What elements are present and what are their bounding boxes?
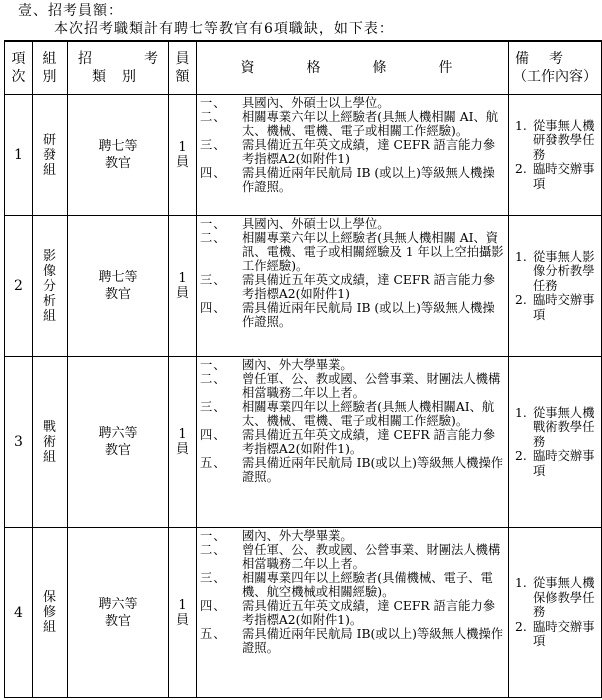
note-text: 從事無人機保修教學任務 (533, 576, 595, 620)
qualification-item (200, 400, 506, 428)
header-num: 項 次 (5, 41, 33, 95)
positions-table (4, 40, 602, 698)
qualification-item (200, 571, 506, 599)
qualification-item (200, 273, 506, 301)
qualification-text: 需具備近兩年民航局 IB (或以上)等級無人機操作證照。 (242, 301, 495, 329)
table-header-row (5, 41, 602, 95)
qualification-number: 五、 (200, 456, 227, 470)
header-quota: 員 額 (169, 41, 197, 95)
row-quota (169, 95, 197, 216)
row-recruit-line: 聘七等 (98, 139, 138, 154)
row-quota (169, 216, 197, 357)
qualification-text: 相關專業四年以上經驗者(具備機械、電子、電機、航空機械或相關經驗)。 (242, 571, 493, 599)
table-row (5, 95, 602, 216)
qualification-text: 相關專業四年以上經驗者(具無人機相關AI、航太、機械、電機、電子或相關工作經驗)。 (242, 400, 495, 428)
row-group (33, 357, 68, 528)
note-number: 2. (515, 293, 527, 308)
note-text: 臨時交辦事項 (533, 293, 595, 322)
note-number: 2. (515, 162, 527, 177)
row-group-text: 戰術組 (42, 419, 57, 465)
qualification-number: 一、 (200, 96, 227, 110)
row-recruit-category (68, 216, 169, 357)
qualification-item (200, 599, 506, 627)
row-quota-line: 1 (178, 140, 187, 155)
row-recruit-line: 聘七等 (98, 270, 138, 285)
note-number: 2. (515, 449, 527, 464)
row-notes (509, 216, 602, 357)
qualification-text: 需具備近兩年民航局 IB(或以上)等級無人機操作證照。 (242, 627, 504, 655)
qualification-text: 國內、外大學畢業。 (242, 358, 353, 372)
row-recruit-category (68, 95, 169, 216)
note-text: 從事無人影像分析教學任務 (533, 249, 595, 293)
intro-text: 本次招考職類計有聘七等教官有6項職缺，如下表： (54, 21, 394, 37)
qualification-item (200, 627, 506, 655)
qualification-item (200, 301, 506, 329)
note-text: 臨時交辦事項 (533, 449, 595, 478)
qualification-item (200, 166, 506, 194)
qualification-item (200, 138, 506, 166)
note-number: 2. (515, 619, 527, 634)
note-number: 1. (515, 405, 527, 420)
row-quota-line: 員 (175, 155, 189, 170)
qualification-text: 相關專業六年以上經驗者(具無人機相關 AI、航太、機械、電機、電子或相關工作經驗)。 (242, 110, 499, 138)
row-quota-line: 1 (178, 427, 187, 442)
note-text: 臨時交辦事項 (533, 162, 595, 191)
row-notes (509, 357, 602, 528)
note-item (515, 406, 599, 450)
row-recruit-line: 教官 (104, 443, 131, 458)
row-number: 2 (5, 216, 33, 357)
row-qualifications (197, 528, 509, 698)
table-row (5, 216, 602, 357)
qualification-item (200, 372, 506, 400)
header-qualifications: 資格條件 (197, 41, 509, 95)
qualification-number: 二、 (200, 231, 227, 245)
qualification-text: 需具備近兩年民航局 IB (或以上)等級無人機操作證照。 (242, 166, 495, 194)
qualification-number: 四、 (200, 428, 227, 442)
row-notes (509, 95, 602, 216)
qualification-number: 三、 (200, 400, 227, 414)
qualification-number: 四、 (200, 166, 227, 180)
row-group-text: 研發組 (42, 132, 57, 178)
qualification-item (200, 110, 506, 138)
note-text: 從事無人機研發教學任務 (533, 118, 595, 162)
table-row (5, 357, 602, 528)
row-recruit-line: 教官 (104, 156, 131, 171)
qualification-item (200, 231, 506, 273)
row-number: 4 (5, 528, 33, 698)
header-notes: 備考 （工作內容） (509, 41, 602, 95)
row-group (33, 528, 68, 698)
row-quota-line: 員 (175, 286, 189, 301)
qualification-number: 三、 (200, 138, 227, 152)
qualification-text: 曾任軍、公、教或國、公營事業、財團法人機構相當職務二年以上者。 (242, 543, 501, 571)
qualification-item (200, 456, 506, 484)
row-group-text: 影像分析組 (42, 248, 57, 324)
note-item (515, 620, 599, 649)
row-quota-line: 1 (178, 597, 187, 613)
qualification-text: 曾任軍、公、教或國、公營事業、財團法人機構相當職務二年以上者。 (242, 372, 501, 400)
qualification-item (200, 543, 506, 571)
qualification-item (200, 428, 506, 456)
note-item (515, 576, 599, 620)
row-number: 3 (5, 357, 33, 528)
qualification-text: 需具備近五年英文成績，達 CEFR 語言能力參考指標A2(如附件1) (242, 273, 496, 301)
row-recruit-line: 聘六等 (98, 596, 138, 612)
section-heading: 壹、招考員額： (18, 3, 123, 19)
qualification-item (200, 529, 506, 543)
row-group (33, 95, 68, 216)
qualification-text: 需具備近五年英文成績，達 CEFR 語言能力參考指標A2(如附件1) (242, 138, 496, 166)
qualification-number: 一、 (200, 217, 227, 231)
note-text: 從事無人機戰術教學任務 (533, 405, 595, 449)
qualification-text: 相關專業六年以上經驗者(具無人機相關 AI、資訊、電機、電子或相關經驗及 1 年以上空拍攝影工作經驗)。 (242, 231, 504, 273)
row-recruit-line: 聘六等 (98, 426, 138, 441)
qualification-number: 一、 (200, 358, 227, 372)
row-quota-line: 1 (178, 271, 187, 286)
row-qualifications (197, 357, 509, 528)
note-number: 1. (515, 249, 527, 264)
note-number: 1. (515, 118, 527, 133)
qualification-text: 具國內、外碩士以上學位。 (242, 96, 390, 110)
header-group: 組 別 (33, 41, 68, 95)
row-quota-line: 員 (175, 442, 189, 457)
row-recruit-line: 教官 (104, 613, 131, 629)
table-row (5, 528, 602, 698)
note-item (515, 119, 599, 163)
row-notes (509, 528, 602, 698)
qualification-text: 需具備近五年英文成績，達 CEFR 語言能力參考指標A2(如附件1)。 (242, 428, 496, 456)
note-item (515, 293, 599, 322)
row-quota-line: 員 (175, 612, 189, 628)
row-recruit-category (68, 357, 169, 528)
note-item (515, 250, 599, 294)
qualification-number: 三、 (200, 273, 227, 287)
note-number: 1. (515, 576, 527, 591)
qualification-number: 四、 (200, 301, 227, 315)
row-group-text: 保修組 (42, 590, 57, 635)
qualification-text: 國內、外大學畢業。 (242, 529, 353, 543)
qualification-number: 四、 (200, 599, 227, 613)
row-quota (169, 528, 197, 698)
row-qualifications (197, 216, 509, 357)
qualification-item (200, 217, 506, 231)
row-number: 1 (5, 95, 33, 216)
qualification-number: 二、 (200, 543, 227, 557)
row-recruit-line: 教官 (104, 287, 131, 302)
header-recruit-category: 考 招 類別 (68, 41, 169, 95)
qualification-number: 二、 (200, 372, 227, 386)
note-item (515, 162, 599, 191)
row-recruit-category (68, 528, 169, 698)
qualification-number: 一、 (200, 529, 227, 543)
qualification-number: 五、 (200, 627, 227, 641)
note-item (515, 449, 599, 478)
qualification-item (200, 96, 506, 110)
qualification-number: 二、 (200, 110, 227, 124)
row-quota (169, 357, 197, 528)
qualification-item (200, 358, 506, 372)
note-text: 臨時交辦事項 (533, 619, 595, 649)
qualification-text: 需具備近五年英文成績，達 CEFR 語言能力參考指標A2(如附件1)。 (242, 599, 496, 627)
qualification-number: 三、 (200, 571, 227, 585)
qualification-text: 具國內、外碩士以上學位。 (242, 217, 390, 231)
row-group (33, 216, 68, 357)
row-qualifications (197, 95, 509, 216)
qualification-text: 需具備近兩年民航局 IB(或以上)等級無人機操作證照。 (242, 456, 504, 484)
